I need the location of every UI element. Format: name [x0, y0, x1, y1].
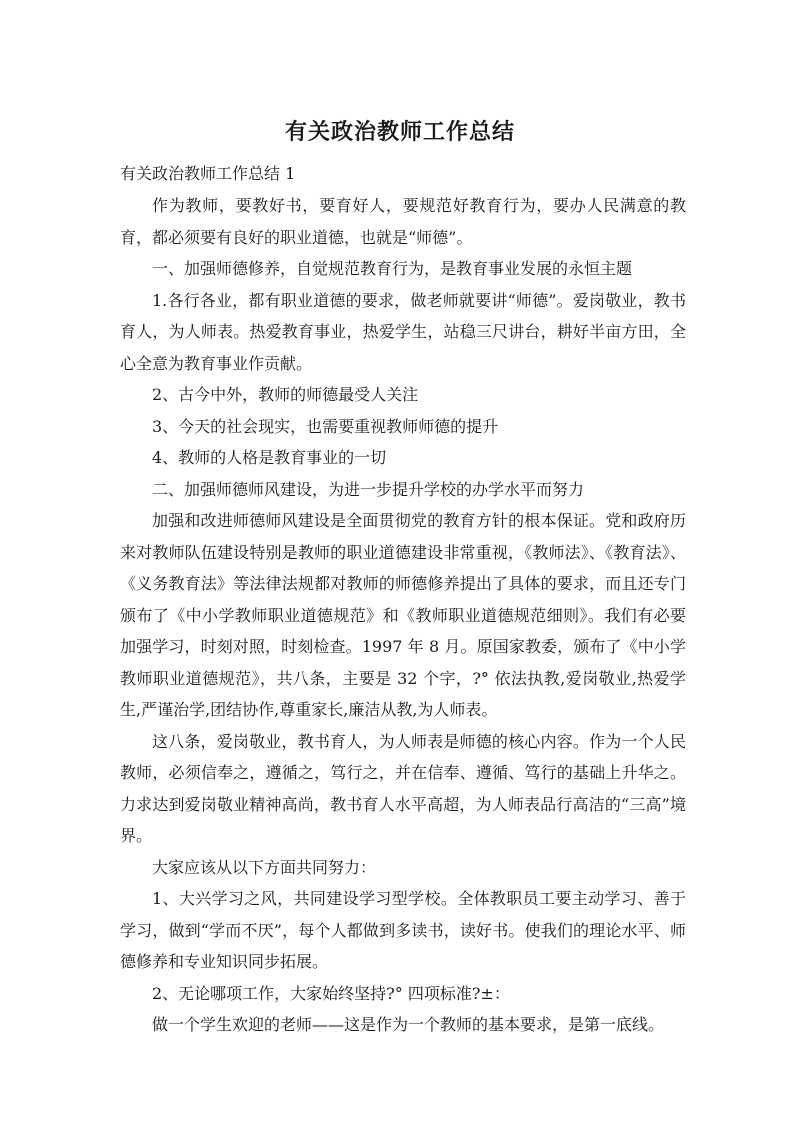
document-title: 有关政治教师工作总结 — [284, 120, 515, 145]
document-body — [120, 190, 686, 1041]
paragraph: 做一个学生欢迎的老师——这是作为一个教师的基本要求，是第一底线。 — [152, 1015, 665, 1034]
list-item: 2、无论哪项工作，大家始终坚持?° 四项标准?±： — [152, 983, 510, 1003]
paragraph: 作为教师，要教好书，要育好人，要规范好教育行为，要办人民满意的教育，都必须要有良好的职业道德，也就是“师德”。 — [120, 196, 686, 247]
paragraph: 加强和改进师德师风建设是全面贯彻党的教育方针的根本保证。党和政府历来对教师队伍建设特别是教师的职业道德建设非常重视，《教师法》、《教育法》、《义务教育法》等法律法规都对教师的师德修养提出了具体的要求，而且还专门颁布了《中小学教师职业道德规范》和《教师职业道德规范细则》。我们有必要加强学习，时刻对照，时刻检查。1997 年 8 月。原国家教委，颁布了《中小学教师职业道德规范》，共八条，主要是 32 个字，?° 依法执教,爱岗敬业,热爱学生,严谨治学,团结协作,尊重家长,廉洁从教,为人师表。 — [120, 511, 686, 719]
section-heading: 二、加强师德师风建设，为进一步提升学校的办学水平而努力 — [152, 479, 585, 499]
list-item: 2、古今中外，教师的师德最受人关注 — [152, 385, 419, 404]
document-subtitle: 有关政治教师工作总结 1 — [120, 164, 296, 183]
paragraph: 1.各行各业，都有职业道德的要求，做老师就要讲“师德”。爱岗敬业，教书育人，为人师表。热爱教育事业，热爱学生，站稳三尺讲台，耕好半亩方田，全心全意为教育事业作贡献。 — [120, 290, 686, 373]
list-item: 3、今天的社会现实，也需要重视教师师德的提升 — [152, 416, 499, 436]
paragraph: 大家应该从以下方面共同努力： — [152, 857, 377, 877]
paragraph: 这八条，爱岗敬业，教书育人，为人师表是师德的核心内容。作为一个人民教师，必须信奉之，遵循之，笃行之，并在信奉、遵循、笃行的基础上升华之。力求达到爱岗敬业精神高尚，教书育人水平高超，为人师表品行高洁的“三高”境界。 — [120, 731, 686, 845]
section-heading: 一、加强师德修养，自觉规范教育行为，是教育事业发展的永恒主题 — [152, 259, 633, 278]
list-item: 1、大兴学习之风，共同建设学习型学校。全体教职员工要主动学习、善于学习，做到“学而不厌”，每个人都做到多读书，读好书。使我们的理论水平、师德修养和专业知识同步拓展。 — [120, 889, 686, 971]
list-item: 4、教师的人格是教育事业的一切 — [152, 448, 387, 467]
